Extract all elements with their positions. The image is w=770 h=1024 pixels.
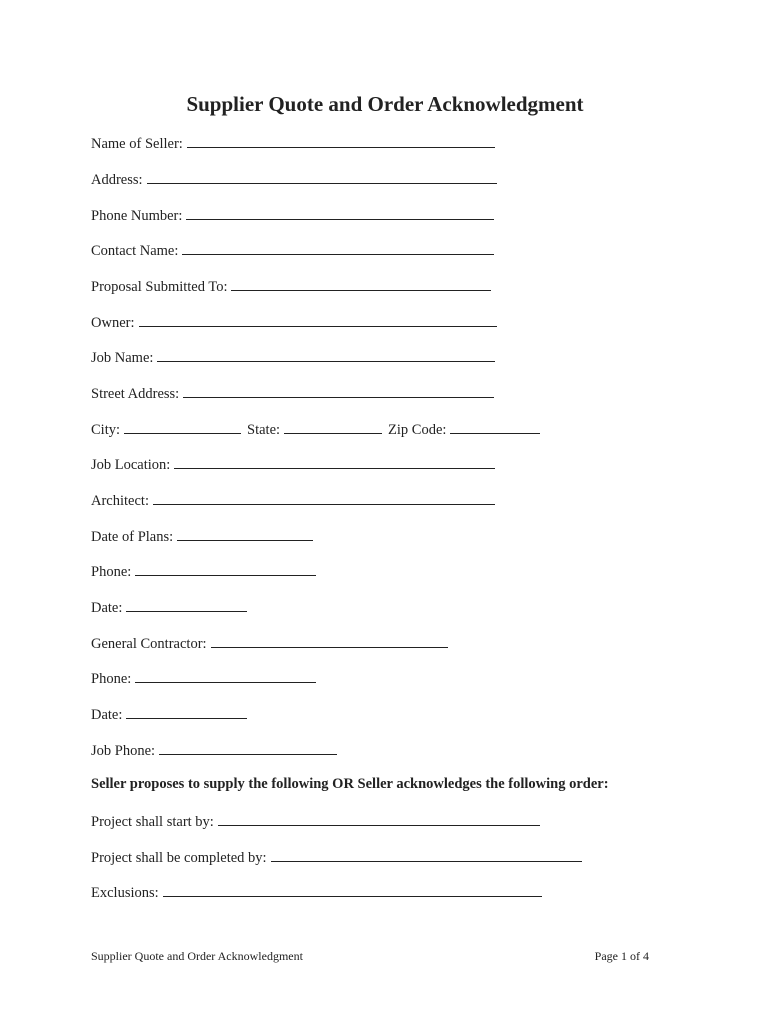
owner-field[interactable] bbox=[139, 313, 497, 327]
architect-row bbox=[91, 491, 495, 510]
general-contractor-field[interactable] bbox=[211, 634, 448, 648]
name-of-seller-field[interactable] bbox=[187, 134, 495, 148]
date-of-plans-row bbox=[91, 527, 313, 546]
project-start-label: Project shall start by: bbox=[91, 814, 214, 830]
contact-name-field[interactable] bbox=[182, 241, 494, 255]
job-location-field[interactable] bbox=[174, 455, 495, 469]
exclusions-label: Exclusions: bbox=[91, 885, 159, 901]
job-name-label: Job Name: bbox=[91, 350, 154, 366]
exclusions-field[interactable] bbox=[163, 883, 542, 897]
address-field[interactable] bbox=[147, 170, 497, 184]
job-name-row bbox=[91, 348, 495, 367]
phone-field-1[interactable] bbox=[135, 562, 316, 576]
phone-label-2: Phone: bbox=[91, 671, 132, 687]
contact-name-label: Contact Name: bbox=[91, 243, 179, 259]
seller-statement: Seller proposes to supply the following OR Seller acknowledges the following order: bbox=[91, 776, 609, 792]
date-row-1 bbox=[91, 598, 247, 617]
project-completed-label: Project shall be completed by: bbox=[91, 850, 267, 866]
exclusions-row bbox=[91, 883, 542, 902]
phone-label-1: Phone: bbox=[91, 564, 132, 580]
job-name-field[interactable] bbox=[157, 348, 495, 362]
general-contractor-label: General Contractor: bbox=[91, 636, 207, 652]
general-contractor-row bbox=[91, 634, 448, 653]
proposal-submitted-to-label: Proposal Submitted To: bbox=[91, 279, 228, 295]
phone-row-2 bbox=[91, 669, 316, 688]
proposal-submitted-to-row bbox=[91, 277, 491, 296]
phone-number-row bbox=[91, 206, 494, 225]
phone-field-2[interactable] bbox=[135, 669, 316, 683]
zip-code-field[interactable] bbox=[450, 420, 540, 434]
proposal-submitted-to-field[interactable] bbox=[231, 277, 491, 291]
state-label: State: bbox=[247, 422, 281, 438]
job-phone-row bbox=[91, 741, 337, 760]
date-of-plans-field[interactable] bbox=[177, 527, 313, 541]
job-location-row bbox=[91, 455, 495, 474]
project-start-field[interactable] bbox=[218, 812, 540, 826]
city-state-zip-row bbox=[91, 420, 540, 439]
document-title: Supplier Quote and Order Acknowledgment bbox=[186, 92, 584, 116]
date-label-2: Date: bbox=[91, 707, 123, 723]
address-row bbox=[91, 170, 497, 189]
owner-label: Owner: bbox=[91, 315, 135, 331]
city-label: City: bbox=[91, 422, 121, 438]
job-location-label: Job Location: bbox=[91, 457, 171, 473]
architect-label: Architect: bbox=[91, 493, 149, 509]
city-field[interactable] bbox=[124, 420, 241, 434]
architect-field[interactable] bbox=[153, 491, 495, 505]
project-start-row bbox=[91, 812, 540, 831]
date-label-1: Date: bbox=[91, 600, 123, 616]
street-address-row bbox=[91, 384, 494, 403]
street-address-label: Street Address: bbox=[91, 386, 180, 402]
job-phone-label: Job Phone: bbox=[91, 743, 156, 759]
street-address-field[interactable] bbox=[183, 384, 494, 398]
zip-code-label: Zip Code: bbox=[388, 422, 447, 438]
date-of-plans-label: Date of Plans: bbox=[91, 529, 174, 545]
name-of-seller-row bbox=[91, 134, 495, 153]
page-number: Page 1 of 4 bbox=[594, 949, 649, 963]
name-of-seller-label: Name of Seller: bbox=[91, 136, 183, 152]
job-phone-field[interactable] bbox=[159, 741, 337, 755]
phone-row-1 bbox=[91, 562, 316, 581]
date-field-2[interactable] bbox=[126, 705, 247, 719]
phone-number-field[interactable] bbox=[186, 206, 494, 220]
owner-row bbox=[91, 313, 497, 332]
state-field[interactable] bbox=[284, 420, 382, 434]
address-label: Address: bbox=[91, 172, 143, 188]
footer-title: Supplier Quote and Order Acknowledgment bbox=[91, 949, 303, 963]
project-completed-field[interactable] bbox=[271, 848, 582, 862]
date-field-1[interactable] bbox=[126, 598, 247, 612]
contact-name-row bbox=[91, 241, 494, 260]
date-row-2 bbox=[91, 705, 247, 724]
project-completed-row bbox=[91, 848, 582, 867]
phone-number-label: Phone Number: bbox=[91, 208, 183, 224]
